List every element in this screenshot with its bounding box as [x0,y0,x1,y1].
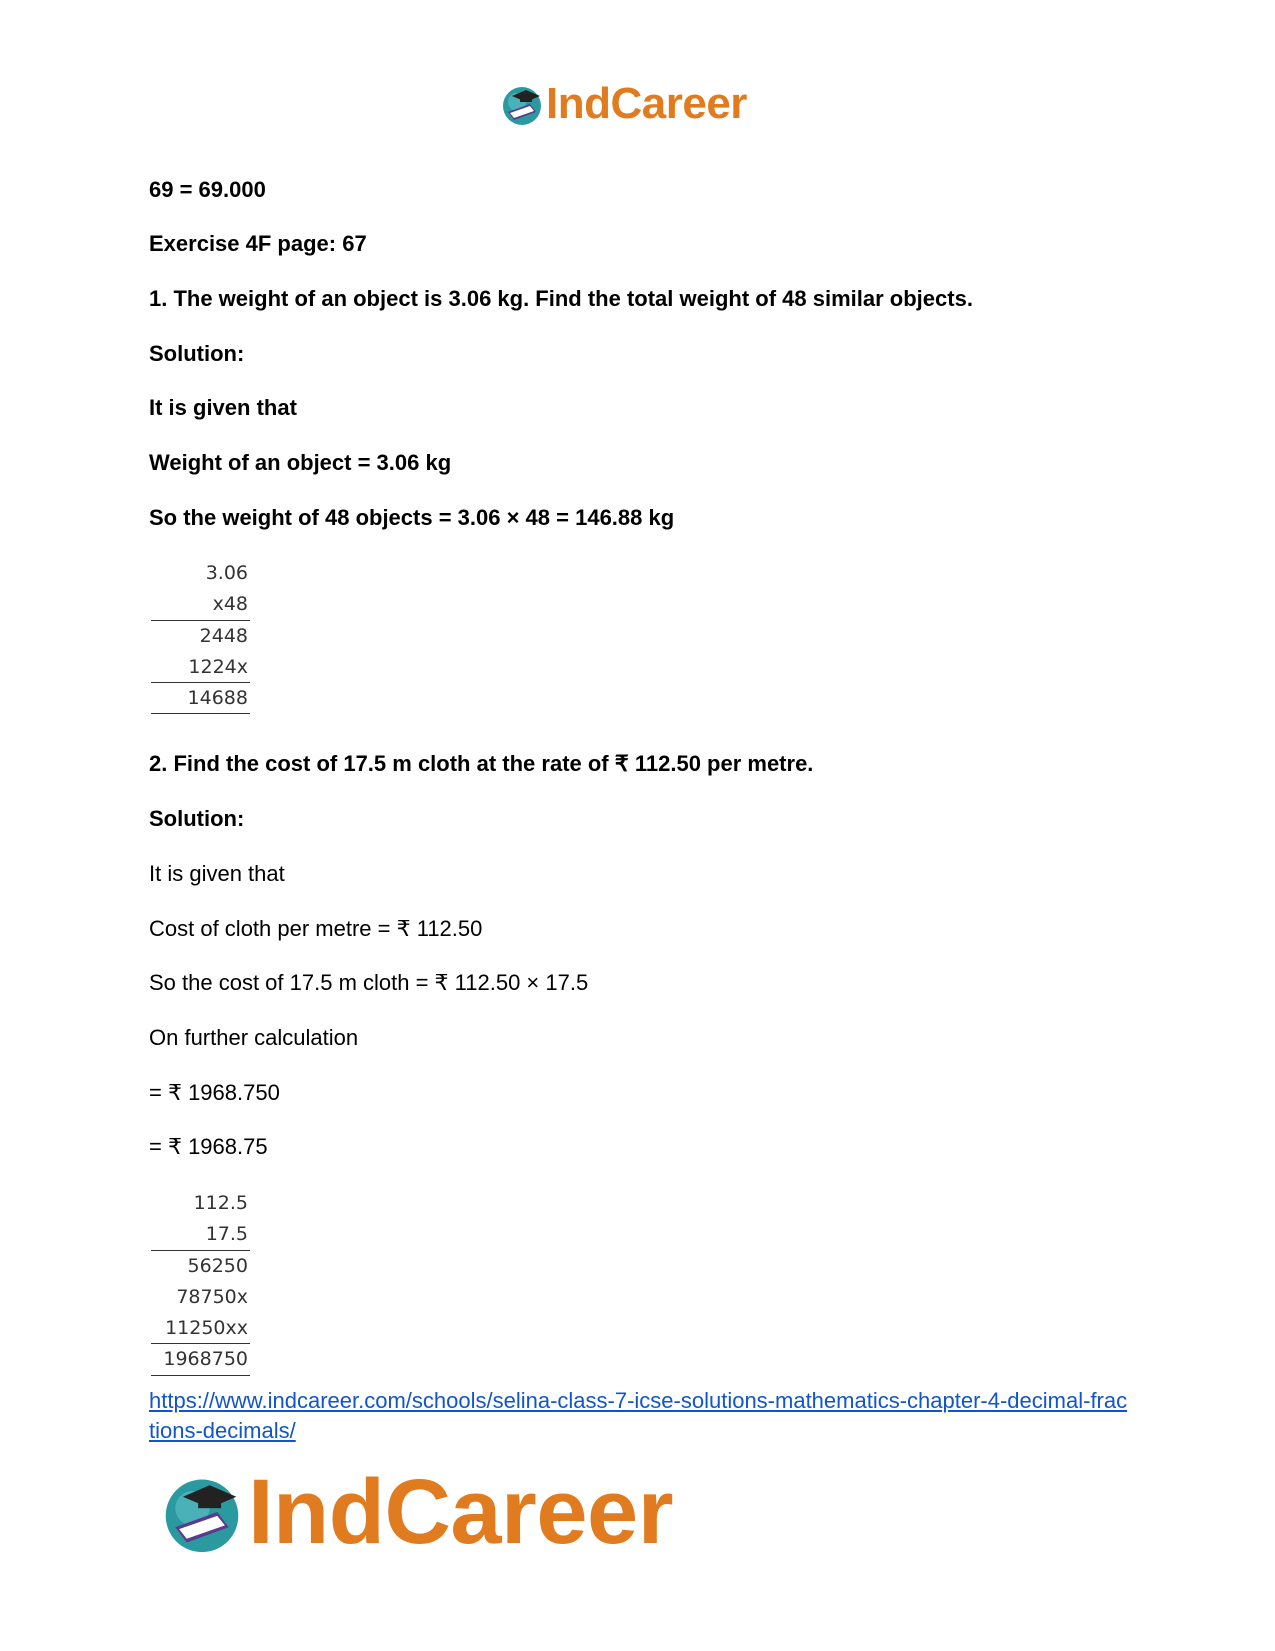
q1-weight: Weight of an object = 3.06 kg [149,450,452,475]
calculation-1 [151,558,250,714]
footer-logo [160,1462,673,1562]
q2-result-1: = ₹ 1968.750 [149,1080,280,1105]
q2-result-2: = ₹ 1968.75 [149,1134,268,1159]
q2-solution-label: Solution: [149,806,245,831]
calc2-row: 78750x [176,1285,248,1308]
calc1-row: 1224x [151,652,250,683]
calc2-row: 17.5 [151,1219,250,1250]
calc2-row: 1968750 [151,1344,250,1375]
question-2: 2. Find the cost of 17.5 m cloth at the rate of ₹ 112.50 per metre. [149,751,814,776]
calc1-row: 3.06 [205,562,248,584]
q2-given: It is given that [149,861,285,886]
line-69: 69 = 69.000 [149,177,266,202]
calc1-row: x48 [151,589,250,620]
calc1-row: 14688 [151,683,250,714]
indcareer-logo-icon [160,1470,244,1554]
header-logo [500,78,747,130]
q1-solution-label: Solution: [149,341,245,366]
q2-cost-total: So the cost of 17.5 m cloth = ₹ 112.50 × 17.5 [149,970,589,995]
source-link[interactable]: https://www.indcareer.com/schools/selina-class-7-icse-solutions-mathematics-chapter-4-decimal-fractions-decimals/ [149,1388,1128,1443]
calc1-row: 2448 [199,624,248,647]
calculation-2 [151,1188,250,1376]
question-1: 1. The weight of an object is 3.06 kg. Find the total weight of 48 similar objects. [149,286,973,311]
indcareer-logo-icon [500,82,544,126]
calc2-row: 112.5 [193,1192,248,1214]
logo-text: IndCareer [546,79,747,128]
exercise-heading: Exercise 4F page: 67 [149,231,367,256]
calc2-row: 11250xx [151,1313,250,1344]
calc2-row: 56250 [187,1254,248,1277]
q1-total: So the weight of 48 objects = 3.06 × 48 = 146.88 kg [149,505,675,530]
q1-given: It is given that [149,395,297,420]
q2-cost-per-metre: Cost of cloth per metre = ₹ 112.50 [149,916,483,941]
q2-further: On further calculation [149,1025,359,1050]
logo-text: IndCareer [248,1461,673,1563]
